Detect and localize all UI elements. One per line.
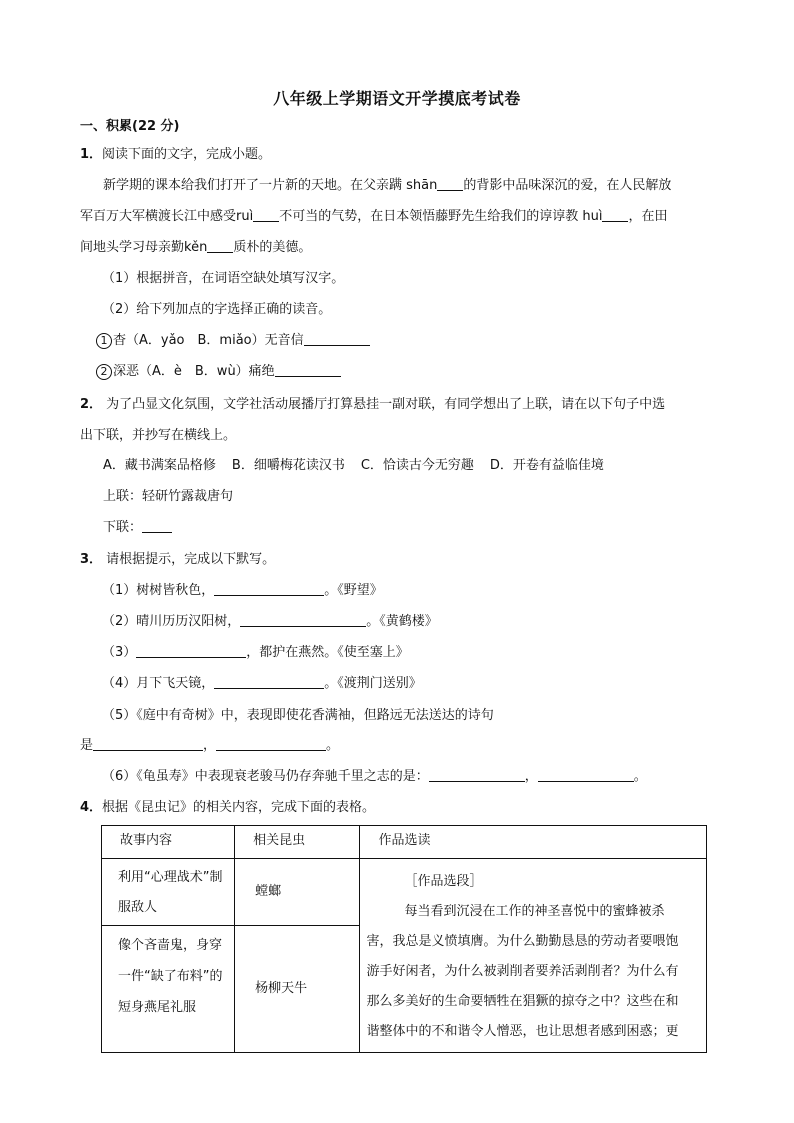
upper-couplet: 上联：轻研竹露裁唐句 [103,489,234,504]
excerpt-line: 游手好闲者，为什么被剥削者要养活剥削者？为什么有 [366,964,679,979]
header-cell: 故事内容 [102,826,235,859]
answer-blank[interactable] [216,737,326,751]
excerpt-line: 那么多美好的生命要牺牲在猖獗的掠夺之中？这些在和 [366,994,679,1009]
item-text: （4）月下飞天镜， [102,676,215,691]
lower-label: 下联： [103,520,143,535]
insect-table [101,825,707,1053]
answer-blank[interactable] [429,768,525,782]
answer-blank[interactable] [602,208,628,222]
item-text: （3） [102,645,137,660]
recite-item-5: （5）《庭中有奇树》中，表现即使花香满袖，但路远无法送达的诗句 [102,708,494,723]
table-cell [102,859,235,926]
recite-item-6 [102,768,647,786]
option-b[interactable]: B．细嚼梅花读汉书 [231,458,345,473]
pronunciation-item-1 [96,332,370,350]
passage-text: 质朴的美德。 [233,240,312,255]
question-number: 1． [80,147,103,162]
answer-blank[interactable] [214,675,324,689]
item-text: 。 [633,769,647,784]
item-text: 是 [80,738,94,753]
answer-blank[interactable] [93,737,203,751]
item-text: ， [203,738,217,753]
answer-blank[interactable] [304,332,370,346]
excerpt-line: 谐整体中的不和谐令人憎恶，也让思想者感到困惑；更 [366,1024,679,1039]
pronunciation-item-2 [96,363,341,381]
item-text: ，都护在燕然。《使至塞上》 [246,645,409,660]
question-text: 为了凸显文化氛围，文学社活动展播厅打算悬挂一副对联，有同学想出了上联，请在以下句子中选 [102,397,666,412]
circled-number: 1 [96,333,112,349]
sub-question-2: （2）给下列加点的字选择正确的读音。 [102,302,332,317]
table-row [102,859,707,926]
question-text: 阅读下面的文字，完成小题。 [102,147,272,162]
item-text: ， [524,769,538,784]
question-text: 请根据提示，完成以下默写。 [102,552,276,567]
item-text: 。《渡荆门送别》 [324,676,422,691]
option-c[interactable]: C．恰读古今无穷趣 [360,458,474,473]
header-cell: 作品选读 [360,826,707,859]
question-number: 2． [80,397,103,412]
answer-blank[interactable] [207,239,233,253]
recite-item-2 [102,613,438,631]
section-heading: 一、积累(22 分) [80,119,180,134]
excerpt-title: ［作品选段］ [404,874,483,889]
excerpt-line: 每当看到沉浸在工作的神圣喜悦中的蜜蜂被杀 [404,904,665,919]
options-row [103,457,620,475]
table-cell [235,926,360,1053]
excerpt-cell [360,859,707,1053]
exam-title: 八年级上学期语文开学摸底考试卷 [273,89,521,108]
passage-text: 的背影中品味深沉的爱，在人民解放 [463,178,672,193]
item-text: 深恶（A．è B．wù）痛绝 [113,364,275,379]
lower-couplet [103,519,172,537]
question-2-stem [80,396,665,414]
passage-text: 间地头学习母亲勤kěn [80,240,208,255]
answer-blank[interactable] [253,208,279,222]
excerpt-line: 害，我总是义愤填膺。为什么勤勤恳恳的劳动者要喂饱 [366,934,679,949]
answer-blank[interactable] [437,177,463,191]
story-content: 像个吝啬鬼，身穿一件“缺了布料”的短身燕尾礼服 [118,938,223,1015]
header-cell: 相关昆虫 [235,826,360,859]
passage-line-2 [80,208,667,226]
item-text: 杳（A．yǎo B．miǎo）无音信 [113,333,304,348]
recite-item-1 [102,582,383,600]
circled-number: 2 [96,364,112,380]
answer-blank[interactable] [136,644,246,658]
passage-line-3 [80,239,311,257]
item-text: （2）晴川历历汉阳树， [102,614,241,629]
answer-blank[interactable] [142,519,172,533]
table-header-row [102,826,707,859]
question-2-stem-cont: 出下联，并抄写在横线上。 [80,428,237,443]
answer-blank[interactable] [214,582,324,596]
question-3-stem [80,551,275,569]
table-cell [102,926,235,1053]
question-number: 3． [80,552,103,567]
answer-blank[interactable] [240,613,366,627]
question-1-stem [80,146,271,164]
answer-blank[interactable] [538,768,634,782]
insect-name: 杨柳天牛 [255,981,308,996]
question-4-stem [80,799,375,817]
answer-blank[interactable] [275,363,341,377]
recite-item-5-cont [80,737,339,755]
option-d[interactable]: D．开卷有益临佳境 [489,458,604,473]
passage-text: 新学期的课本给我们打开了一片新的天地。在父亲蹒 shān [103,178,438,193]
question-text: 根据《昆虫记》的相关内容，完成下面的表格。 [102,800,376,815]
passage-text: ，在田 [628,209,668,224]
item-text: （1）树树皆秋色， [102,583,215,598]
item-text: 。《野望》 [324,583,383,598]
table-cell [235,859,360,926]
passage-text: 军百万大军横渡长江中感受ruì [80,209,254,224]
item-text: 。《黄鹤楼》 [366,614,438,629]
item-text: （6）《龟虽寿》中表现衰老骏马仍存奔驰千里之志的是： [102,769,429,784]
excerpt [360,859,706,1047]
option-a[interactable]: A．藏书满案品格修 [103,458,216,473]
recite-item-3 [102,644,409,662]
recite-item-4 [102,675,422,693]
question-number: 4． [80,800,103,815]
passage-line-1 [103,177,671,195]
story-content: 利用“心理战术”制服敌人 [118,870,223,915]
item-text: 。 [326,738,340,753]
insect-name: 螳螂 [255,884,282,899]
sub-question-1: （1）根据拼音，在词语空缺处填写汉字。 [102,271,345,286]
passage-text: 不可当的气势，在日本领悟藤野先生给我们的谆谆教 huì [279,209,603,224]
